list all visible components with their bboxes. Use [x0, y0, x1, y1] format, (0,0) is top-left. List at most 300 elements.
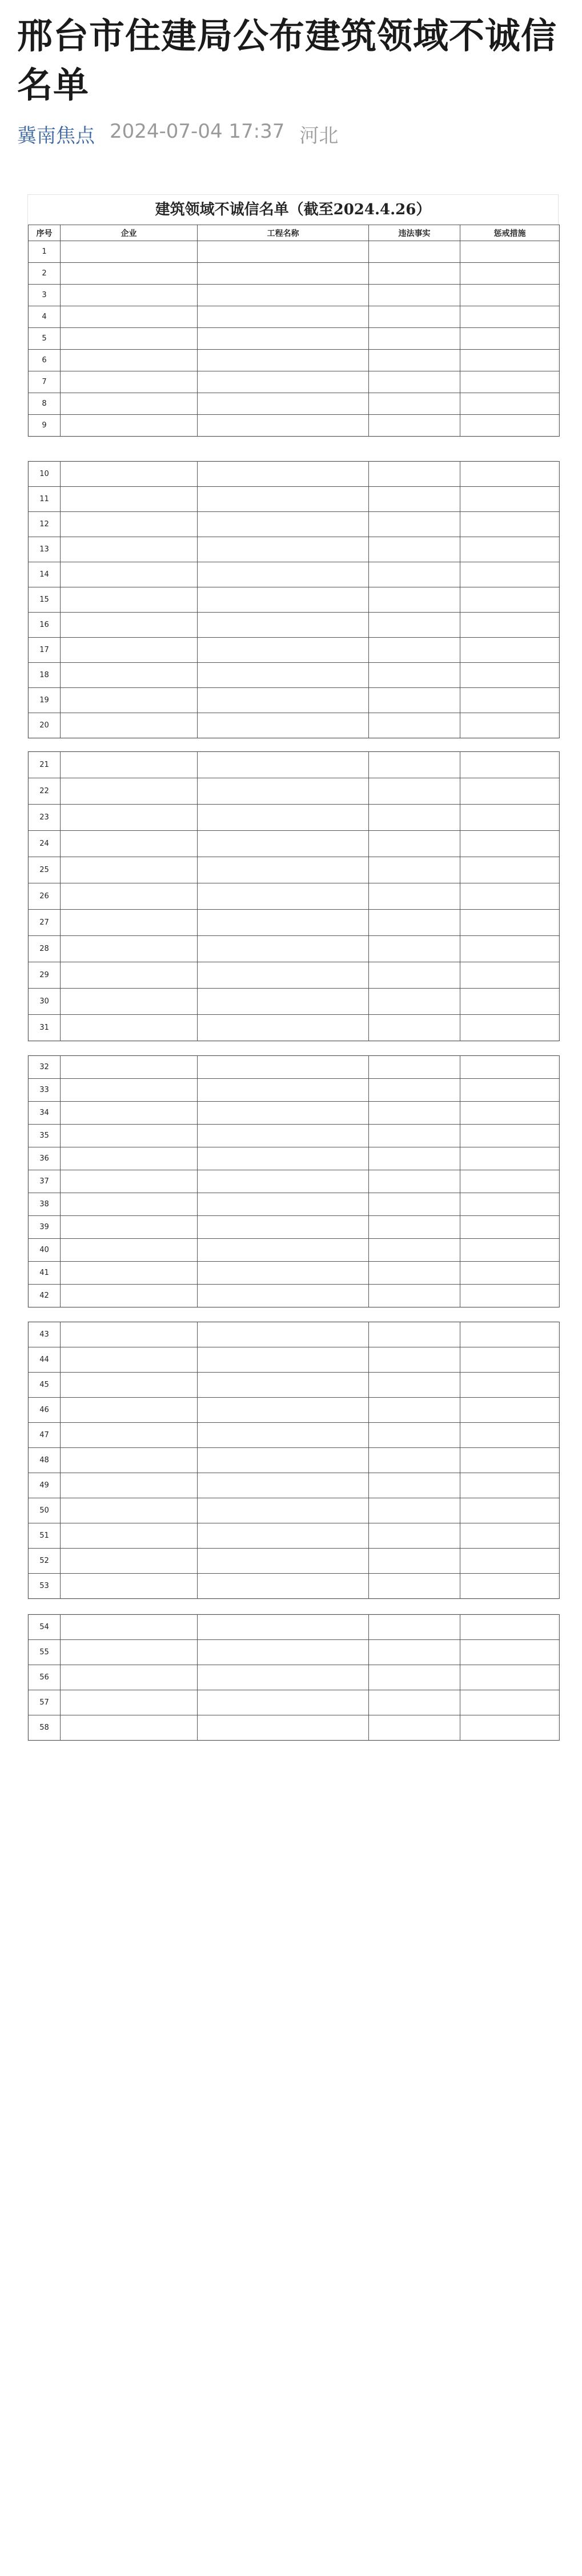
row-violation [369, 857, 460, 883]
row-company [61, 1498, 198, 1523]
row-violation [369, 1423, 460, 1448]
header-company: 企业 [61, 225, 198, 241]
page-gap [0, 1047, 582, 1055]
row-punishment [460, 910, 560, 936]
row-violation [369, 1170, 460, 1193]
row-violation [369, 1262, 460, 1285]
row-violation [369, 1498, 460, 1523]
row-project [198, 1262, 369, 1285]
row-company [61, 415, 198, 437]
row-punishment [460, 306, 560, 328]
row-punishment [460, 688, 560, 713]
row-violation [369, 805, 460, 831]
row-violation [369, 1615, 460, 1640]
table-body [29, 752, 560, 1041]
row-number: 51 [29, 1523, 61, 1549]
table-row [29, 1193, 560, 1216]
row-violation [369, 1056, 460, 1079]
row-project [198, 1170, 369, 1193]
row-violation [369, 415, 460, 437]
row-violation [369, 1523, 460, 1549]
row-violation [369, 1102, 460, 1125]
header-no: 序号 [29, 225, 61, 241]
table-body [29, 1056, 560, 1307]
row-project [198, 638, 369, 663]
row-company [61, 371, 198, 393]
row-punishment [460, 1079, 560, 1102]
row-project [198, 962, 369, 989]
blacklist-table [28, 751, 560, 1041]
row-punishment [460, 350, 560, 371]
row-number: 18 [29, 663, 61, 688]
row-punishment [460, 462, 560, 487]
table-row [29, 1015, 560, 1041]
row-punishment [460, 1574, 560, 1599]
row-project [198, 1102, 369, 1125]
row-punishment [460, 1640, 560, 1665]
row-number: 20 [29, 713, 61, 738]
row-punishment [460, 778, 560, 805]
table-row [29, 328, 560, 350]
row-punishment [460, 857, 560, 883]
table-row [29, 1322, 560, 1347]
row-number: 4 [29, 306, 61, 328]
table-row [29, 306, 560, 328]
row-company [61, 350, 198, 371]
row-company [61, 241, 198, 263]
row-violation [369, 638, 460, 663]
table-row [29, 1079, 560, 1102]
blacklist-table [28, 1055, 560, 1307]
table-row [29, 462, 560, 487]
row-project [198, 487, 369, 512]
table-row [29, 1216, 560, 1239]
row-project [198, 613, 369, 638]
row-company [61, 1347, 198, 1373]
row-project [198, 910, 369, 936]
row-punishment [460, 487, 560, 512]
row-project [198, 713, 369, 738]
row-number: 31 [29, 1015, 61, 1041]
row-punishment [460, 613, 560, 638]
row-number: 49 [29, 1473, 61, 1498]
row-project [198, 857, 369, 883]
table-row [29, 1473, 560, 1498]
row-violation [369, 1715, 460, 1741]
table-row [29, 487, 560, 512]
row-violation [369, 1125, 460, 1147]
row-company [61, 512, 198, 537]
table-row [29, 1448, 560, 1473]
row-project [198, 1549, 369, 1574]
row-number: 3 [29, 285, 61, 306]
row-company [61, 936, 198, 962]
row-company [61, 688, 198, 713]
row-number: 26 [29, 883, 61, 910]
row-punishment [460, 752, 560, 778]
row-project [198, 1125, 369, 1147]
table-row [29, 1398, 560, 1423]
row-number: 29 [29, 962, 61, 989]
row-company [61, 1285, 198, 1307]
page-gap [0, 1313, 582, 1321]
row-violation [369, 883, 460, 910]
row-project [198, 1423, 369, 1448]
row-project [198, 663, 369, 688]
row-violation [369, 613, 460, 638]
row-punishment [460, 663, 560, 688]
row-project [198, 805, 369, 831]
table-row [29, 989, 560, 1015]
row-violation [369, 1640, 460, 1665]
row-number: 55 [29, 1640, 61, 1665]
row-number: 6 [29, 350, 61, 371]
row-violation [369, 688, 460, 713]
article-source[interactable]: 冀南焦点 [17, 125, 95, 147]
row-punishment [460, 1373, 560, 1398]
row-project [198, 1285, 369, 1307]
row-company [61, 1398, 198, 1423]
row-number: 33 [29, 1079, 61, 1102]
row-number: 46 [29, 1398, 61, 1423]
row-punishment [460, 1423, 560, 1448]
row-punishment [460, 1015, 560, 1041]
row-violation [369, 285, 460, 306]
row-punishment [460, 241, 560, 263]
blacklist-table [28, 1322, 560, 1599]
header-violation: 违法事实 [369, 225, 460, 241]
row-punishment [460, 1715, 560, 1741]
row-project [198, 989, 369, 1015]
row-punishment [460, 371, 560, 393]
row-violation [369, 306, 460, 328]
row-number: 38 [29, 1193, 61, 1216]
table-body [29, 1322, 560, 1599]
row-violation [369, 487, 460, 512]
row-violation [369, 663, 460, 688]
row-project [198, 306, 369, 328]
row-number: 15 [29, 587, 61, 613]
table-row [29, 1690, 560, 1715]
row-project [198, 1056, 369, 1079]
table-row [29, 537, 560, 562]
header-punishment: 惩戒措施 [460, 225, 560, 241]
row-company [61, 1715, 198, 1741]
row-number: 10 [29, 462, 61, 487]
row-punishment [460, 1690, 560, 1715]
row-number: 11 [29, 487, 61, 512]
row-punishment [460, 989, 560, 1015]
table-row [29, 962, 560, 989]
table-row [29, 350, 560, 371]
page-gap [0, 451, 582, 459]
row-punishment [460, 713, 560, 738]
table-row [29, 638, 560, 663]
row-project [198, 1147, 369, 1170]
table-row [29, 1549, 560, 1574]
article-datetime: 2024-07-04 17:37 [110, 120, 285, 143]
table-row [29, 415, 560, 437]
row-number: 39 [29, 1216, 61, 1239]
row-company [61, 989, 198, 1015]
row-project [198, 393, 369, 415]
table-row [29, 663, 560, 688]
row-number: 47 [29, 1423, 61, 1448]
row-violation [369, 350, 460, 371]
row-punishment [460, 1193, 560, 1216]
row-project [198, 587, 369, 613]
row-company [61, 613, 198, 638]
row-number: 36 [29, 1147, 61, 1170]
row-punishment [460, 1615, 560, 1640]
row-number: 45 [29, 1373, 61, 1398]
table-row [29, 371, 560, 393]
row-project [198, 1498, 369, 1523]
table-row [29, 883, 560, 910]
row-number: 22 [29, 778, 61, 805]
table-row [29, 1715, 560, 1741]
row-project [198, 1015, 369, 1041]
row-violation [369, 1147, 460, 1170]
row-violation [369, 1347, 460, 1373]
row-punishment [460, 1322, 560, 1347]
row-violation [369, 1373, 460, 1398]
row-violation [369, 778, 460, 805]
row-violation [369, 752, 460, 778]
row-number: 56 [29, 1665, 61, 1690]
row-violation [369, 1285, 460, 1307]
row-number: 8 [29, 393, 61, 415]
row-company [61, 1262, 198, 1285]
row-violation [369, 936, 460, 962]
table-row [29, 831, 560, 857]
row-number: 52 [29, 1549, 61, 1574]
row-number: 35 [29, 1125, 61, 1147]
row-number: 48 [29, 1448, 61, 1473]
table-row [29, 1373, 560, 1398]
row-project [198, 1690, 369, 1715]
table-row [29, 562, 560, 587]
row-punishment [460, 1347, 560, 1373]
row-violation [369, 328, 460, 350]
table-row [29, 1170, 560, 1193]
table-row [29, 1102, 560, 1125]
row-company [61, 1216, 198, 1239]
table-row [29, 285, 560, 306]
row-punishment [460, 1523, 560, 1549]
blacklist-table [28, 1614, 560, 1741]
row-violation [369, 241, 460, 263]
row-company [61, 1102, 198, 1125]
row-violation [369, 1448, 460, 1473]
document-page-2 [27, 461, 559, 739]
row-punishment [460, 393, 560, 415]
row-number: 2 [29, 263, 61, 285]
row-project [198, 1640, 369, 1665]
table-body [29, 462, 560, 738]
row-company [61, 487, 198, 512]
row-company [61, 1574, 198, 1599]
row-violation [369, 1549, 460, 1574]
table-row [29, 613, 560, 638]
document-page-1 [27, 194, 559, 437]
row-company [61, 910, 198, 936]
row-number: 42 [29, 1285, 61, 1307]
row-violation [369, 1079, 460, 1102]
table-row [29, 512, 560, 537]
row-company [61, 1690, 198, 1715]
row-company [61, 1015, 198, 1041]
table-row [29, 713, 560, 738]
row-number: 13 [29, 537, 61, 562]
row-company [61, 1473, 198, 1498]
page-gap [0, 1606, 582, 1614]
row-project [198, 371, 369, 393]
row-company [61, 1665, 198, 1690]
row-number: 23 [29, 805, 61, 831]
article-meta [17, 120, 565, 148]
table-body [29, 241, 560, 437]
row-violation [369, 962, 460, 989]
row-number: 54 [29, 1615, 61, 1640]
table-row [29, 910, 560, 936]
row-punishment [460, 263, 560, 285]
row-violation [369, 1239, 460, 1262]
row-number: 32 [29, 1056, 61, 1079]
table-row [29, 1665, 560, 1690]
row-company [61, 883, 198, 910]
row-company [61, 587, 198, 613]
row-number: 41 [29, 1262, 61, 1285]
row-violation [369, 989, 460, 1015]
row-project [198, 1079, 369, 1102]
row-project [198, 562, 369, 587]
header-project: 工程名称 [198, 225, 369, 241]
row-punishment [460, 1262, 560, 1285]
table-body [29, 1615, 560, 1741]
row-punishment [460, 962, 560, 989]
row-punishment [460, 638, 560, 663]
row-company [61, 1549, 198, 1574]
row-number: 16 [29, 613, 61, 638]
row-punishment [460, 285, 560, 306]
row-violation [369, 393, 460, 415]
table-row [29, 263, 560, 285]
row-violation [369, 1193, 460, 1216]
sheet-title: 建筑领域不诚信名单（截至2024.4.26） [155, 201, 431, 218]
blacklist-table [28, 461, 560, 738]
row-project [198, 1523, 369, 1549]
table-row [29, 1423, 560, 1448]
row-company [61, 462, 198, 487]
row-project [198, 328, 369, 350]
table-row [29, 805, 560, 831]
row-punishment [460, 1170, 560, 1193]
row-punishment [460, 1056, 560, 1079]
row-number: 50 [29, 1498, 61, 1523]
row-project [198, 1322, 369, 1347]
row-company [61, 1147, 198, 1170]
row-project [198, 285, 369, 306]
article-header [0, 0, 582, 189]
row-punishment [460, 415, 560, 437]
table-row [29, 1056, 560, 1079]
row-company [61, 831, 198, 857]
row-number: 57 [29, 1690, 61, 1715]
row-project [198, 1239, 369, 1262]
row-project [198, 688, 369, 713]
row-violation [369, 562, 460, 587]
row-company [61, 752, 198, 778]
row-punishment [460, 1216, 560, 1239]
document-page-5 [27, 1321, 559, 1599]
row-number: 28 [29, 936, 61, 962]
row-punishment [460, 1239, 560, 1262]
row-company [61, 328, 198, 350]
row-punishment [460, 1665, 560, 1690]
row-number: 34 [29, 1102, 61, 1125]
row-punishment [460, 1473, 560, 1498]
table-row [29, 1498, 560, 1523]
row-company [61, 1640, 198, 1665]
row-violation [369, 1690, 460, 1715]
row-number: 17 [29, 638, 61, 663]
row-company [61, 562, 198, 587]
row-punishment [460, 1102, 560, 1125]
article-location: 河北 [299, 125, 339, 147]
row-punishment [460, 805, 560, 831]
row-punishment [460, 1398, 560, 1423]
row-violation [369, 910, 460, 936]
row-company [61, 778, 198, 805]
row-project [198, 936, 369, 962]
page-gap [0, 743, 582, 751]
table-row [29, 857, 560, 883]
row-project [198, 1715, 369, 1741]
row-number: 25 [29, 857, 61, 883]
row-number: 37 [29, 1170, 61, 1193]
table-row [29, 778, 560, 805]
table-row [29, 1125, 560, 1147]
row-project [198, 1448, 369, 1473]
row-project [198, 1574, 369, 1599]
row-company [61, 263, 198, 285]
row-company [61, 1523, 198, 1549]
row-punishment [460, 1448, 560, 1473]
row-company [61, 1373, 198, 1398]
row-project [198, 831, 369, 857]
row-violation [369, 263, 460, 285]
row-number: 9 [29, 415, 61, 437]
row-company [61, 1170, 198, 1193]
row-company [61, 1193, 198, 1216]
row-project [198, 537, 369, 562]
row-project [198, 415, 369, 437]
row-violation [369, 1015, 460, 1041]
row-project [198, 1347, 369, 1373]
row-number: 58 [29, 1715, 61, 1741]
row-violation [369, 713, 460, 738]
row-project [198, 1398, 369, 1423]
table-row [29, 587, 560, 613]
row-project [198, 1615, 369, 1640]
article-title: 邢台市住建局公布建筑领域不诚信名单 [17, 15, 557, 106]
row-company [61, 962, 198, 989]
row-violation [369, 1665, 460, 1690]
row-violation [369, 1322, 460, 1347]
row-punishment [460, 1549, 560, 1574]
row-company [61, 663, 198, 688]
